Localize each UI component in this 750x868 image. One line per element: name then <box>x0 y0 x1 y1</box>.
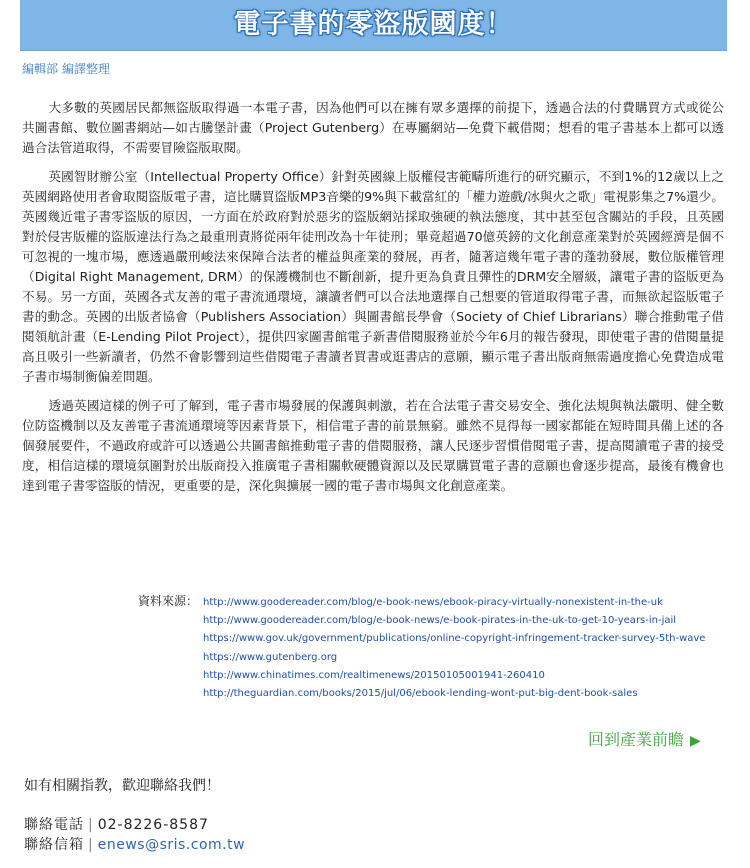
email-link[interactable]: enews@sris.com.tw <box>97 837 246 853</box>
contact-phone-row <box>24 814 209 834</box>
play-arrow-icon: ▶ <box>690 733 701 749</box>
source-link[interactable]: https://www.gutenberg.org <box>203 651 338 663</box>
separator: | <box>88 837 94 853</box>
byline: 編輯部 編譯整理 <box>22 62 110 76</box>
article-paragraph: 大多數的英國居民都無盜版取得過一本電子書，因為他們可以在擁有眾多選擇的前提下，透過合法的付費購買方式或從公共圖書館、數位圖書網站—如古騰堡計畫（Project Gutenberg）在專屬網站—免費下載借閱；想看的電子書基本上都可以透過合法管道取得，不需要冒險盜版取閱。 <box>22 100 724 155</box>
article-paragraph: 英國智財辦公室（Intellectual Property Office）針對英國線上版權侵害範疇所進行的研究顯示，不到1%的12歲以上之英國網路使用者會取閱盜版電子書，這比購買盜版MP3音樂的9%與下載當紅的「權力遊戲/冰與火之歌」電視影集之7%還少。英國幾近電子書零盜版的原因，一方面在於政府對於惡劣的盜版網站採取強硬的執法態度，其中甚至包含關站的手段，且英國對於侵害版權的盜版違法行為之最重刑責將從兩年徒刑改為十年徒刑；畢竟超過70億英鎊的文化創意產業對於英國經濟是個不可忽視的一塊市場，應透過嚴刑峻法來保障合法者的權益與產業的發展，再者，隨著這幾年電子書的蓬勃發展，數位版權管理（Digital Right Management, DRM）的保護機制也不斷創新，提升更為負責且彈性的DRM安全層級，讓電子書的盜版更為不易。另一方面，英國各式友善的電子書流通環境，讓讀者們可以合法地選擇自己想要的管道取得電子書，而無欲起盜版電子書的動念。英國的出版者協會（Publishers Association）與圖書館長學會（Society of Chief Librarians）聯合推動電子借閱領航計畫（E-Lending Pilot Project），提供四家圖書館電子新書借閱服務並於今年6月的報告發現，即使電子書的借閱量提高且吸引一些新讀者，仍然不會影響到這些借閱電子書讀者買書或逛書店的意願，顯示電子書出版商無需過度擔心免費造成電子書市場制衡偏差問題。 <box>22 169 724 384</box>
source-link[interactable]: https://www.gov.uk/government/publications/online-copyright-infringement-tracker-survey-5th-wave <box>203 633 706 645</box>
header-banner <box>20 0 727 51</box>
email-label: 聯絡信箱 <box>24 837 84 853</box>
phone-value: 02-8226-8587 <box>97 817 209 833</box>
article-paragraph: 透過英國這樣的例子可了解到，電子書市場發展的保護與刺激，若在合法電子書交易安全、強化法規與執法嚴明、健全數位防盜機制以及友善電子書流通環境等因素背景下，相信電子書的前景無窮。雖然不見得每一國家都能在短時間具備上述的各個發展要件，不過政府或許可以透過公共圖書館推動電子書的借閱服務，讓人民逐步習慣借閱電子書，提高閱讀電子書的接受度，相信這樣的環境氛圍對於出版商投入推廣電子書相關軟硬體資源以及民眾購買電子書的意願也會逐步提高，最後有機會也達到電子書零盜版的情況，更重要的是，深化與擴展一國的電子書市場與文化創意產業。 <box>22 398 724 493</box>
page-title: 電子書的零盜版國度！ <box>233 9 514 40</box>
source-link[interactable]: http://theguardian.com/books/2015/jul/06/ebook-lending-wont-put-big-dent-book-sales <box>203 688 638 700</box>
article-body <box>22 98 724 505</box>
separator: | <box>88 817 94 833</box>
source-link[interactable]: http://www.chinatimes.com/realtimenews/20150105001941-260410 <box>203 669 545 681</box>
back-link-label: 回到產業前瞻 <box>588 730 685 749</box>
source-link[interactable]: http://www.goodereader.com/blog/e-book-news/e-book-pirates-in-the-uk-to-get-10-years-in-jail <box>203 615 677 627</box>
source-link[interactable]: http://www.goodereader.com/blog/e-book-news/ebook-piracy-virtually-nonexistent-in-the-uk <box>203 597 663 608</box>
contact-invite: 如有相關指教，歡迎聯絡我們！ <box>24 778 220 794</box>
back-to-industry-link[interactable] <box>588 727 701 750</box>
phone-label: 聯絡電話 <box>24 817 84 833</box>
contact-email-row <box>24 834 245 854</box>
sources-list <box>203 594 705 703</box>
sources-label: 資料來源： <box>138 594 199 608</box>
